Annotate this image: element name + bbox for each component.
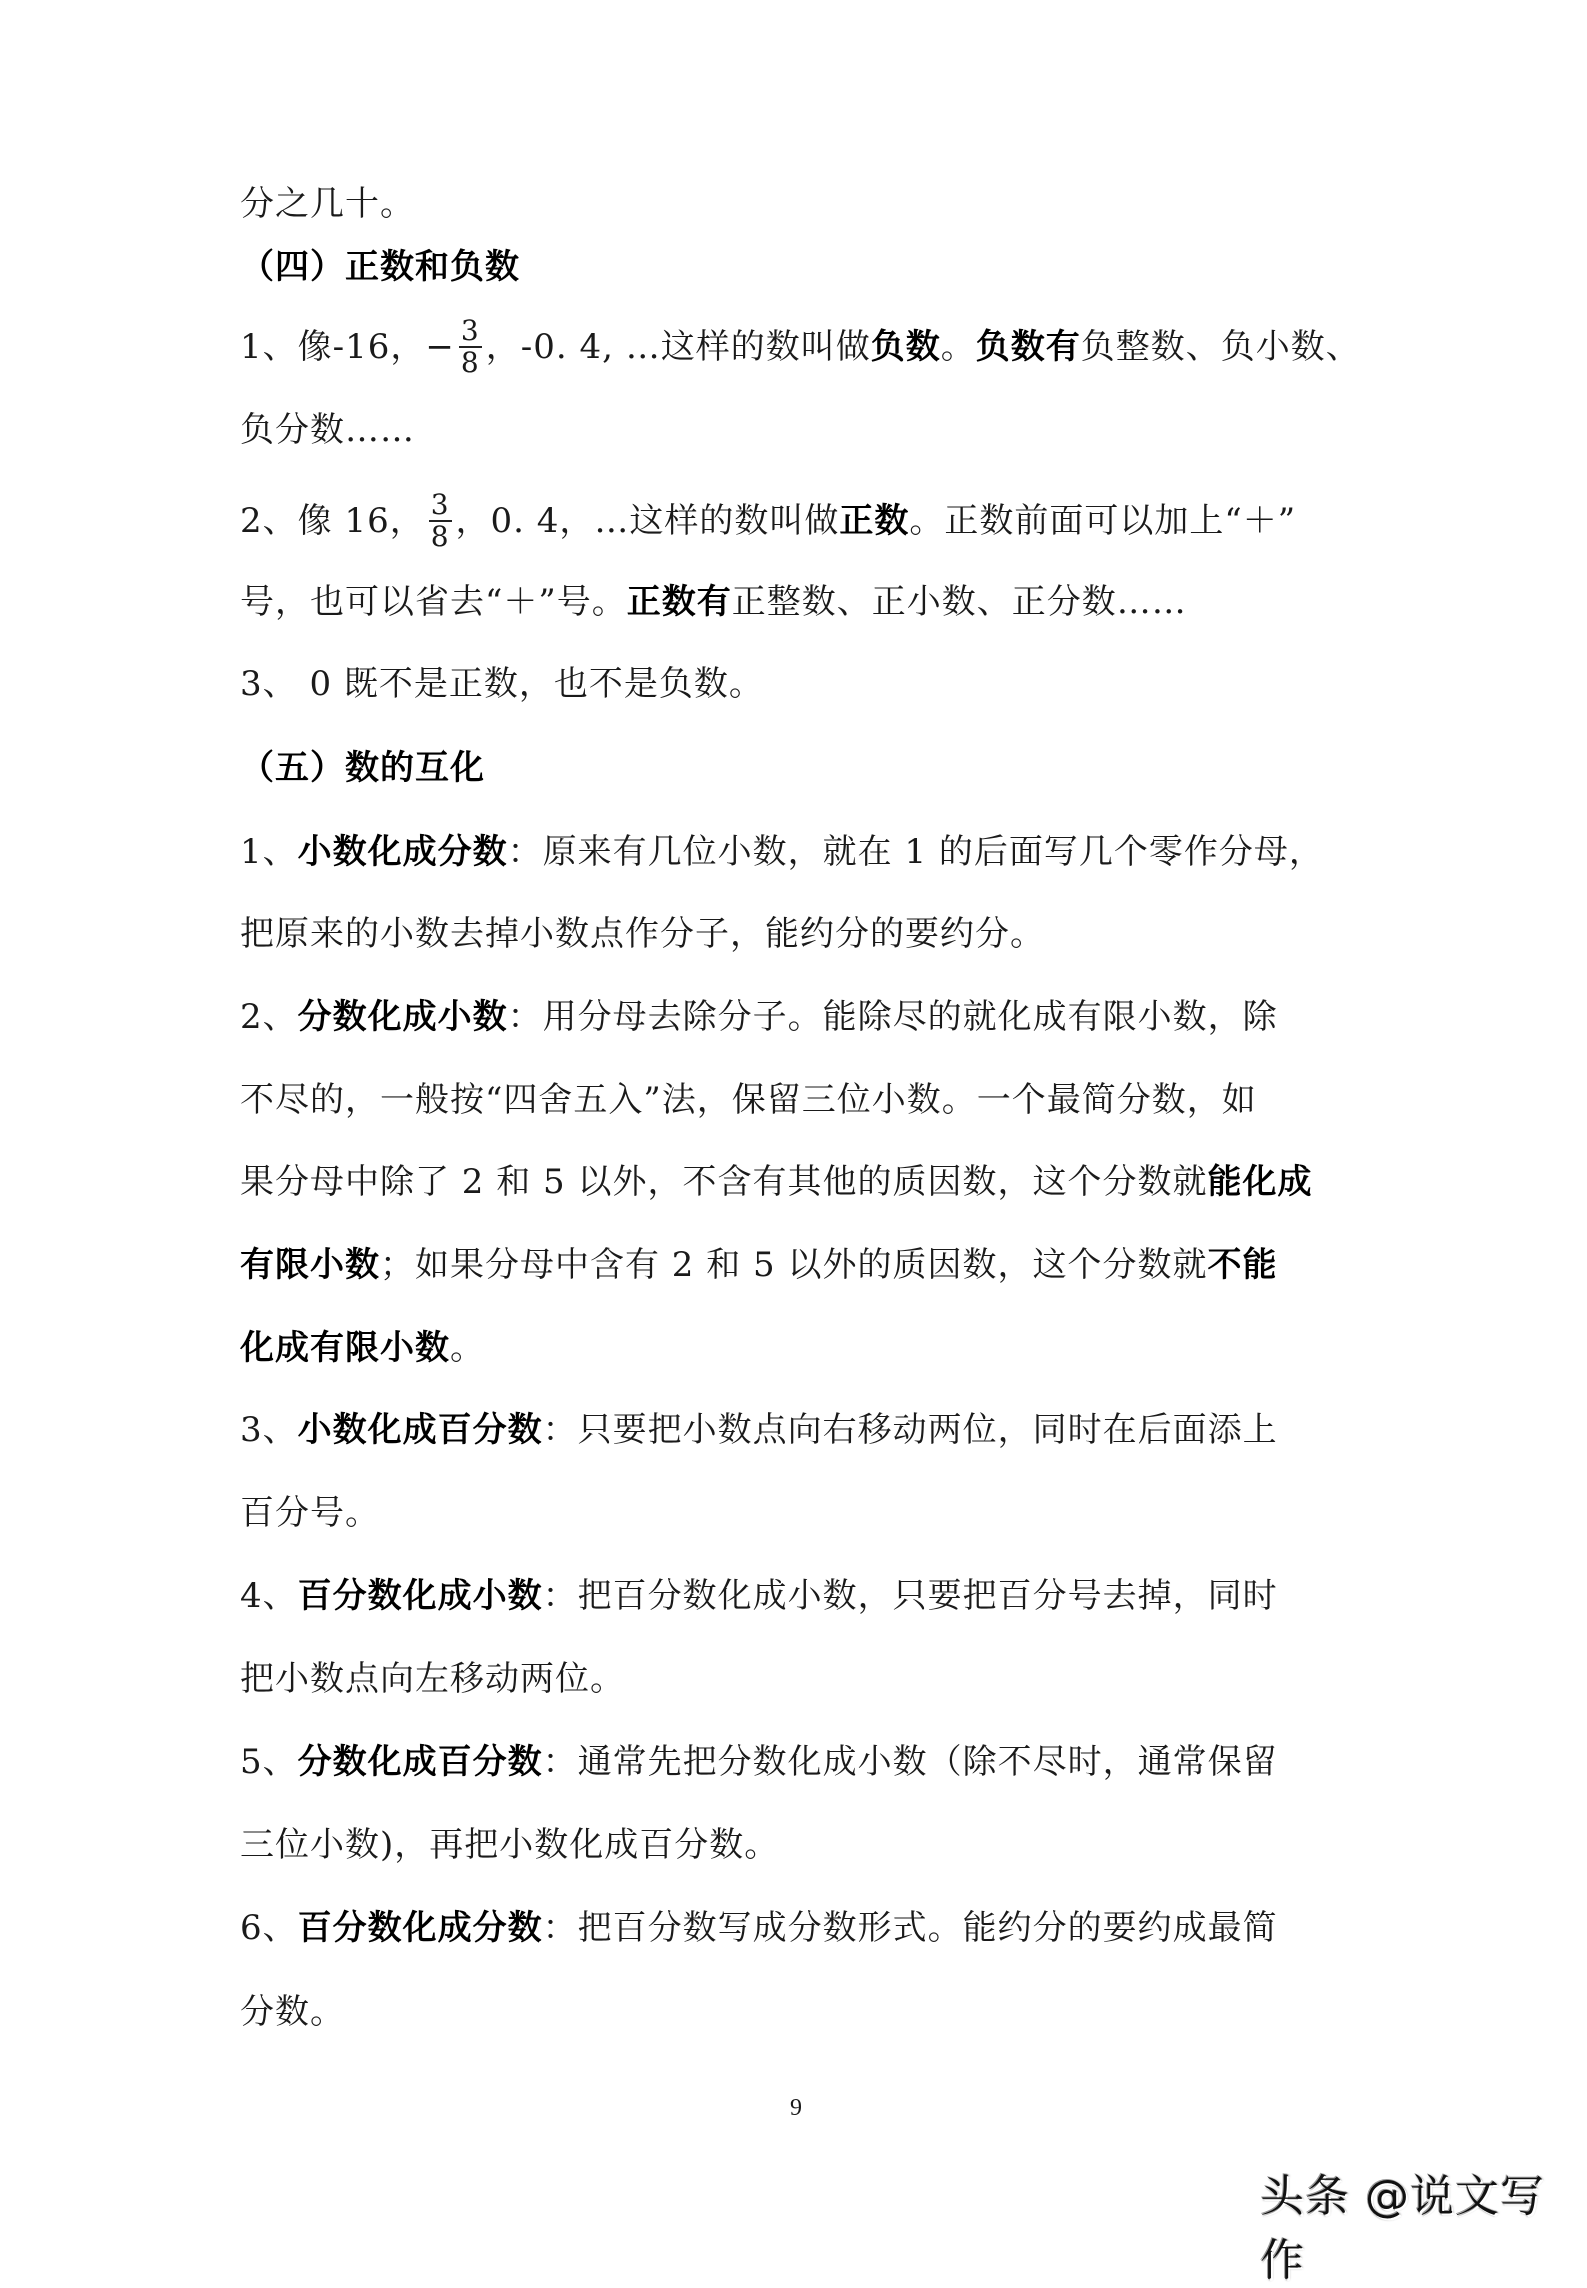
- text: 负整数、负小数、: [1080, 327, 1361, 367]
- paragraph-positive-numbers: [240, 488, 1350, 554]
- text: 把小数点向左移动两位。: [240, 1659, 625, 1699]
- text: 1、像-16，: [240, 327, 426, 367]
- paragraph-decimal-to-fraction: [240, 830, 1350, 874]
- fraction-3-8: [459, 316, 482, 378]
- bold-term: 分数化成百分数: [297, 1742, 543, 1782]
- text: 正整数、正小数、正分数……: [731, 582, 1187, 622]
- bold-term: 百分数化成分数: [297, 1908, 543, 1948]
- text: 分数。: [240, 1992, 345, 2032]
- text: 2、像 16，: [240, 501, 425, 541]
- paragraph-line: [240, 182, 1350, 226]
- paragraph-line: [240, 1326, 1350, 1370]
- denominator: 8: [430, 520, 450, 553]
- bold-term: 百分数化成小数: [297, 1576, 543, 1616]
- text: 。: [940, 327, 976, 367]
- paragraph-percent-to-decimal: [240, 1574, 1350, 1618]
- item-number: 5、: [240, 1742, 298, 1782]
- paragraph-zero: [240, 662, 1350, 706]
- text: 号，也可以省去“＋”号。: [240, 582, 627, 622]
- text: 。正数前面可以加上“＋”: [909, 501, 1297, 541]
- text: 不尽的，一般按“四舍五入”法，保留三位小数。一个最简分数，如: [240, 1080, 1257, 1120]
- item-number: 1、: [240, 832, 298, 872]
- paragraph-line: [240, 580, 1350, 624]
- paragraph-line: [240, 1160, 1350, 1204]
- paragraph-line: [240, 1491, 1350, 1535]
- watermark: 头条 @说文写作: [1260, 2171, 1545, 2286]
- text: ，-0. 4, …这样的数叫做: [485, 327, 871, 367]
- paragraph-line: [240, 1078, 1350, 1122]
- paragraph-negative-numbers: [240, 314, 1361, 380]
- text: ：用分母去除分子。能除尽的就化成有限小数，除: [507, 997, 1278, 1037]
- text: ：只要把小数点向右移动两位，同时在后面添上: [542, 1410, 1278, 1450]
- paragraph-fraction-to-percent: [240, 1740, 1350, 1784]
- section-heading-positive-negative: [240, 245, 1350, 289]
- bold-term: 负数有: [975, 327, 1081, 367]
- paragraph-line: [240, 1990, 1350, 2034]
- item-number: 3、: [240, 1410, 298, 1450]
- bold-term: 化成有限小数: [240, 1328, 450, 1368]
- heading-text: （四）正数和负数: [240, 247, 520, 287]
- bold-term: 负数: [870, 327, 941, 367]
- bold-term: 能化成: [1207, 1162, 1313, 1202]
- text: ：把百分数写成分数形式。能约分的要约成最简: [542, 1908, 1278, 1948]
- text: 分之几十。: [240, 184, 415, 224]
- bold-term: 正数有: [626, 582, 732, 622]
- text: 。: [450, 1328, 485, 1368]
- paragraph-fraction-to-decimal: [240, 995, 1350, 1039]
- bold-term: 分数化成小数: [297, 997, 508, 1037]
- item-number: 6、: [240, 1908, 298, 1948]
- fraction-3-8: [429, 490, 452, 552]
- text: 负分数……: [240, 410, 415, 450]
- paragraph-line: [240, 1823, 1350, 1867]
- paragraph-line: [240, 1243, 1350, 1287]
- denominator: 8: [460, 346, 480, 379]
- text: ：通常先把分数化成小数（除不尽时，通常保留: [542, 1742, 1278, 1782]
- minus-sign: −: [425, 327, 455, 367]
- text: ：原来有几位小数，就在 1 的后面写几个零作分母，: [507, 832, 1324, 872]
- paragraph-line: [240, 1657, 1350, 1701]
- text: 把原来的小数去掉小数点作分子，能约分的要约分。: [240, 914, 1045, 954]
- text: 三位小数)，再把小数化成百分数。: [240, 1825, 780, 1865]
- paragraph-percent-to-fraction: [240, 1906, 1350, 1950]
- text: ：把百分数化成小数，只要把百分号去掉，同时: [542, 1576, 1278, 1616]
- section-heading-conversion: [240, 746, 1350, 790]
- paragraph-decimal-to-percent: [240, 1408, 1350, 1452]
- numerator: 3: [460, 314, 480, 347]
- text: 3、 0 既不是正数，也不是负数。: [240, 664, 764, 704]
- item-number: 4、: [240, 1576, 298, 1616]
- text: ；如果分母中含有 2 和 5 以外的质因数，这个分数就: [380, 1245, 1208, 1285]
- numerator: 3: [430, 488, 450, 521]
- bold-term: 不能: [1207, 1245, 1278, 1285]
- paragraph-line: [240, 408, 1350, 452]
- bold-term: 小数化成分数: [297, 832, 508, 872]
- text: ，0. 4，…这样的数叫做: [455, 501, 840, 541]
- paragraph-line: [240, 912, 1350, 956]
- bold-term: 正数: [839, 501, 910, 541]
- text: 百分号。: [240, 1493, 380, 1533]
- bold-term: 有限小数: [240, 1245, 380, 1285]
- heading-text: （五）数的互化: [240, 748, 485, 788]
- text: 果分母中除了 2 和 5 以外，不含有其他的质因数，这个分数就: [240, 1162, 1208, 1202]
- item-number: 2、: [240, 997, 298, 1037]
- bold-term: 小数化成百分数: [297, 1410, 543, 1450]
- page-number: 9: [790, 2095, 802, 2121]
